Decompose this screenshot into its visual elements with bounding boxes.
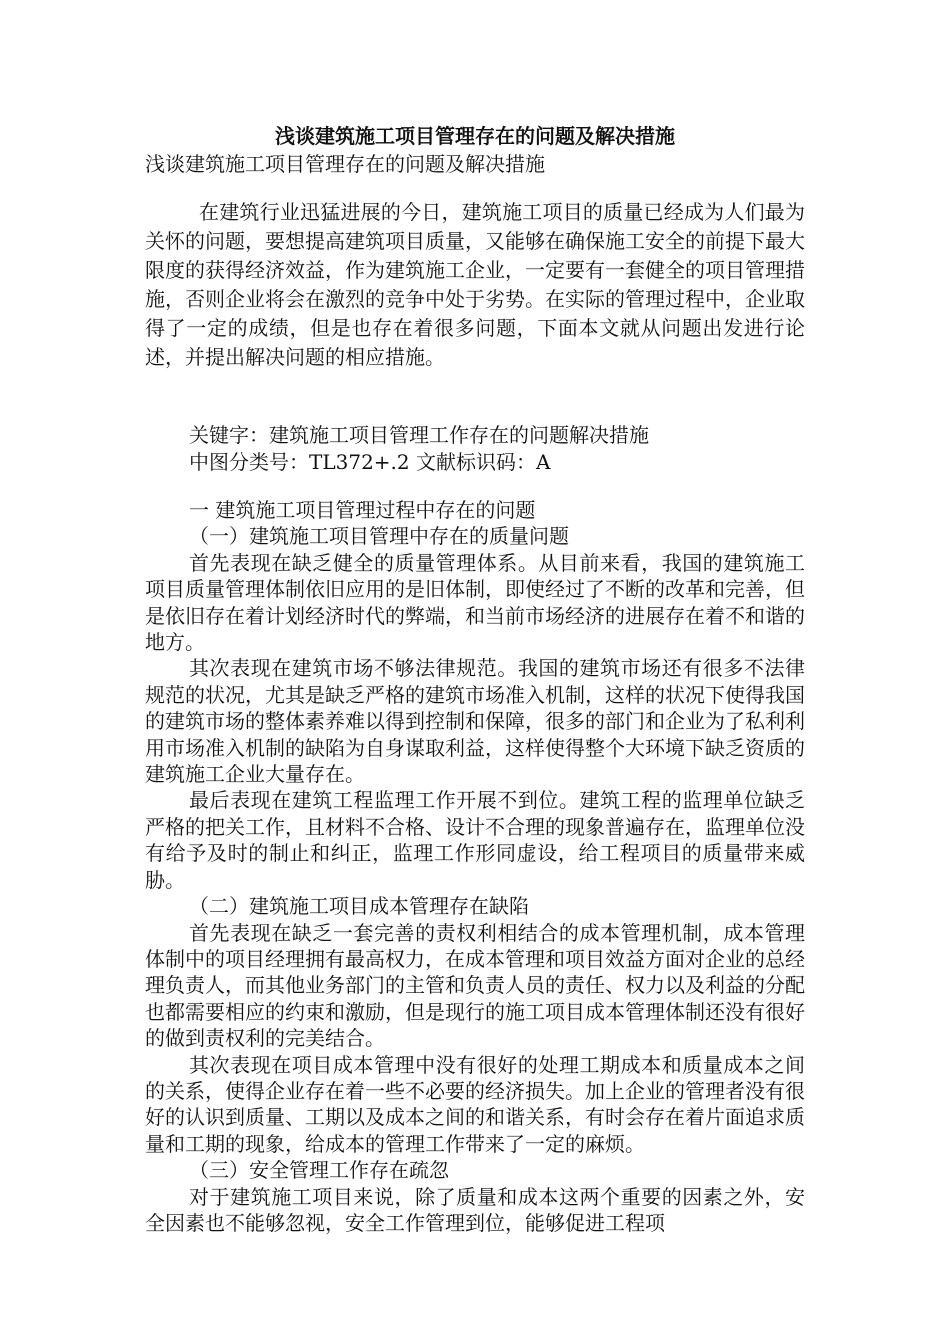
subsection-heading-3: （三）安全管理工作存在疏忽 (189, 1158, 449, 1183)
paragraph-cost-1: 首先表现在缺乏一套完善的责权利相结合的成本管理机制，成本管理体制中的项目经理拥有最高权力，在成本管理和项目效益方面对企业的总经理负责人，而其他业务部门的主管和负责人员的责任、权力以及利益的分配也都需要相应的约束和激励，但是现行的施工项目成本管理体制还没有很好的做到责权利的完美结合。 (145, 920, 805, 1051)
paragraph-quality-2: 其次表现在建筑市场不够法律规范。我国的建筑市场还有很多不法律规范的状况，尤其是缺乏严格的建筑市场准入机制，这样的状况下使得我国的建筑市场的整体素养难以得到控制和保障，很多的部门和企业为了私利利用市场准入机制的缺陷为自身谋取利益，这样使得整个大环境下缺乏资质的建筑施工企业大量存在。 (145, 656, 805, 787)
paragraph-quality-1: 首先表现在缺乏健全的质量管理体系。从目前来看，我国的建筑施工项目质量管理体制依旧应用的是旧体制，即使经过了不断的改革和完善，但是依旧存在着计划经济时代的弊端，和当前市场经济的进展存在着不和谐的地方。 (145, 550, 805, 655)
keywords-line: 关键字：建筑施工项目管理工作存在的问题解决措施 (189, 423, 649, 447)
subsection-heading-2: （二）建筑施工项目成本管理存在缺陷 (189, 894, 529, 919)
subsection-heading-1: （一）建筑施工项目管理中存在的质量问题 (189, 524, 569, 549)
paragraph-safety-1: 对于建筑施工项目来说，除了质量和成本这两个重要的因素之外，安全因素也不能够忽视，安全工作管理到位，能够促进工程项 (145, 1184, 805, 1235)
document-title: 浅谈建筑施工项目管理存在的问题及解决措施 (275, 124, 675, 148)
keywords-section (145, 422, 805, 476)
classification-line: 中图分类号：TL372+.2 文献标识码：A (189, 450, 551, 474)
paragraph-quality-3: 最后表现在建筑工程监理工作开展不到位。建筑工程的监理单位缺乏严格的把关工作，且材料不合格、设计不合理的现象普遍存在，监理单位没有给予及时的制止和纠正，监理工作形同虚设，给工程项目的质量带来威胁。 (145, 788, 805, 892)
abstract-paragraph: 在建筑行业迅猛进展的今日，建筑施工项目的质量已经成为人们最为关怀的问题，要想提高建筑项目质量，又能够在确保施工安全的前提下最大限度的获得经济效益，作为建筑施工企业，一定要有一套健全的项目管理措施，否则企业将会在激烈的竞争中处于劣势。在实际的管理过程中，企业取得了一定的成绩，但是也存在着很多问题，下面本文就从问题出发进行论述，并提出解决问题的相应措施。 (145, 200, 805, 369)
paragraph-cost-2: 其次表现在项目成本管理中没有很好的处理工期成本和质量成本之间的关系，使得企业存在着一些不必要的经济损失。加上企业的管理者没有很好的认识到质量、工期以及成本之间的和谐关系，有时会存在着片面追求质量和工期的现象，给成本的管理工作带来了一定的麻烦。 (145, 1052, 805, 1156)
document-subtitle: 浅谈建筑施工项目管理存在的问题及解决措施 (145, 152, 545, 176)
section-heading-1: 一 建筑施工项目管理过程中存在的问题 (189, 498, 536, 522)
body-section (145, 497, 805, 1236)
